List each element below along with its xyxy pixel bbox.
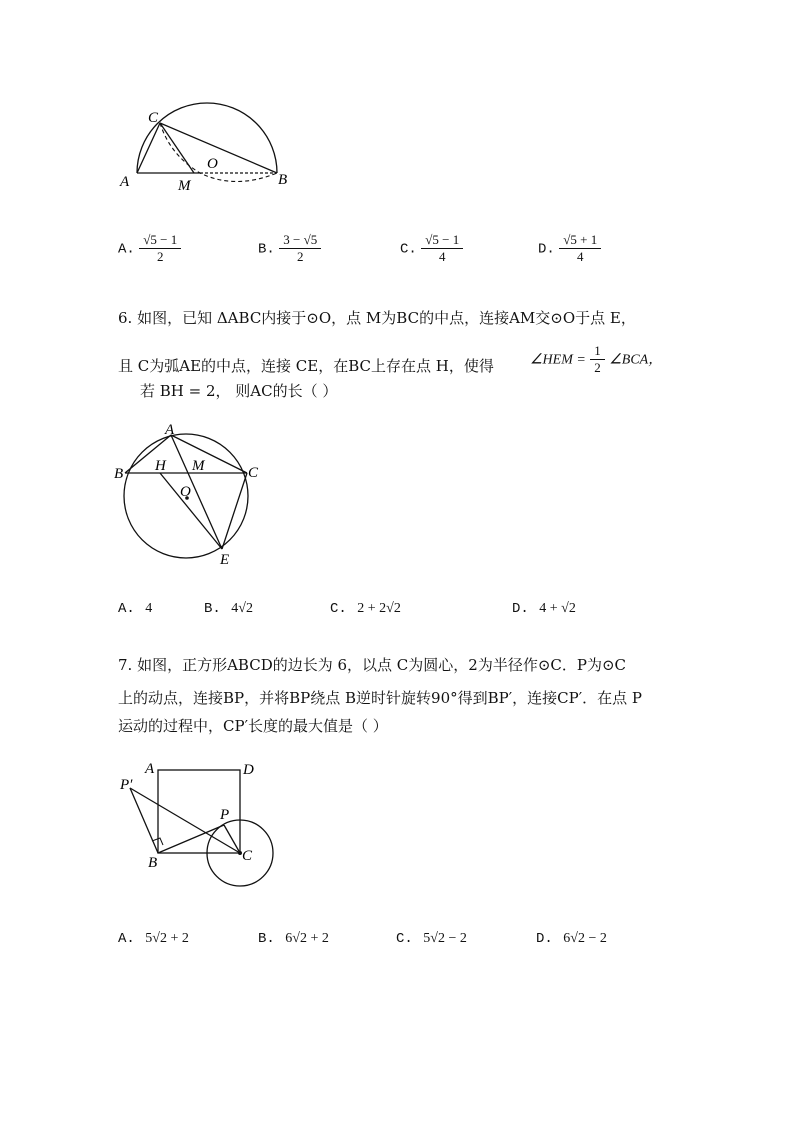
q6-option-b[interactable] (204, 600, 253, 617)
q6-option-d[interactable] (512, 600, 576, 617)
q5-option-c[interactable] (400, 232, 463, 265)
option-value: 5√2 + 2 (145, 931, 189, 946)
q5-figure (110, 100, 310, 195)
q5-label-c: C (148, 110, 159, 126)
numerator: √5 + 1 (559, 232, 601, 249)
option-value: 4 + √2 (539, 601, 576, 616)
q7-figure (112, 755, 282, 890)
q7-segment-bp (158, 825, 224, 853)
formula-right: ∠BCA， (609, 352, 663, 368)
q6-segment-ce (222, 473, 247, 549)
option-label: D. (512, 601, 529, 617)
q5-label-o: O (207, 156, 218, 172)
numerator: 1 (590, 343, 605, 360)
q6-label-a: A (165, 422, 175, 438)
q5-segment-ac (137, 123, 160, 173)
option-value: 4√2 (231, 601, 253, 616)
q7-label-a: A (145, 761, 155, 777)
fraction-half (590, 343, 605, 376)
q5-label-a: A (120, 174, 130, 190)
q7-label-d: D (243, 762, 254, 778)
q7-option-d[interactable] (536, 930, 607, 947)
q5-option-a[interactable] (118, 232, 181, 265)
option-value: 6√2 − 2 (563, 931, 607, 946)
q6-segment-ac (171, 435, 247, 473)
q6-label-c: C (248, 465, 259, 481)
option-value: 6√2 + 2 (285, 931, 329, 946)
option-label: D. (536, 931, 553, 947)
q7-label-p: P (220, 807, 230, 823)
q7-option-a[interactable] (118, 930, 189, 947)
q7-label-p-prime: P′ (120, 777, 133, 793)
q7-option-c[interactable] (396, 930, 467, 947)
option-value: 5√2 − 2 (423, 931, 467, 946)
option-label: B. (258, 241, 275, 258)
q6-label-b: B (114, 466, 124, 482)
q6-text-line2: 且 C为弧AE的中点，连接 CE，在BC上存在点 H，使得 (118, 357, 494, 375)
option-value: 4 (145, 601, 153, 616)
denominator: 2 (594, 360, 601, 375)
q6-label-h: H (155, 458, 166, 474)
option-label: A. (118, 931, 135, 947)
q6-text-line3: 若 BH = 2， 则AC的长（ ） (140, 382, 338, 400)
numerator: 3 − √5 (279, 232, 321, 249)
q6-text-line1: 6. 如图，已知 ΔABC内接于⊙O，点 M为BC的中点，连接AM交⊙O于点 E， (118, 309, 636, 327)
option-label: C. (396, 931, 413, 947)
option-label: A. (118, 241, 135, 258)
option-label: C. (330, 601, 347, 617)
q5-option-b[interactable] (258, 232, 321, 265)
q6-segment-he (160, 473, 222, 549)
q7-text-line3: 运动的过程中，CP′长度的最大值是（ ） (118, 717, 388, 735)
q6-label-m: M (192, 458, 205, 474)
denominator: 4 (577, 249, 584, 264)
q7-label-c: C (242, 848, 253, 864)
formula-left: ∠HEM = (530, 352, 586, 368)
fraction (421, 232, 463, 265)
denominator: 2 (157, 249, 164, 264)
numerator: √5 − 1 (139, 232, 181, 249)
fraction (559, 232, 601, 265)
q7-option-b[interactable] (258, 930, 329, 947)
q5-label-b: B (278, 172, 288, 188)
q6-label-e: E (220, 552, 230, 568)
option-label: B. (258, 931, 275, 947)
q5-label-m: M (178, 178, 191, 194)
q6-label-o: O (180, 484, 191, 500)
option-label: C. (400, 241, 417, 258)
q6-option-a[interactable] (118, 600, 152, 617)
option-label: B. (204, 601, 221, 617)
q7-segment-bp-prime (130, 788, 158, 853)
fraction (139, 232, 181, 265)
q6-segment-ae (171, 435, 222, 549)
q6-angle-formula (530, 343, 662, 376)
option-value: 2 + 2√2 (357, 601, 401, 616)
q6-figure (112, 420, 272, 570)
q7-text-line1: 7. 如图，正方形ABCD的边长为 6，以点 C为圆心，2为半径作⊙C．P为⊙C (118, 656, 627, 674)
q6-option-c[interactable] (330, 600, 401, 617)
q5-option-d[interactable] (538, 232, 601, 265)
option-label: D. (538, 241, 555, 258)
q7-text-line2: 上的动点，连接BP，并将BP绕点 B逆时针旋转90°得到BP′，连接CP′．在点 P (118, 689, 642, 707)
numerator: √5 − 1 (421, 232, 463, 249)
q7-label-b: B (148, 855, 158, 871)
fraction (279, 232, 321, 265)
option-label: A. (118, 601, 135, 617)
denominator: 2 (297, 249, 304, 264)
denominator: 4 (439, 249, 446, 264)
